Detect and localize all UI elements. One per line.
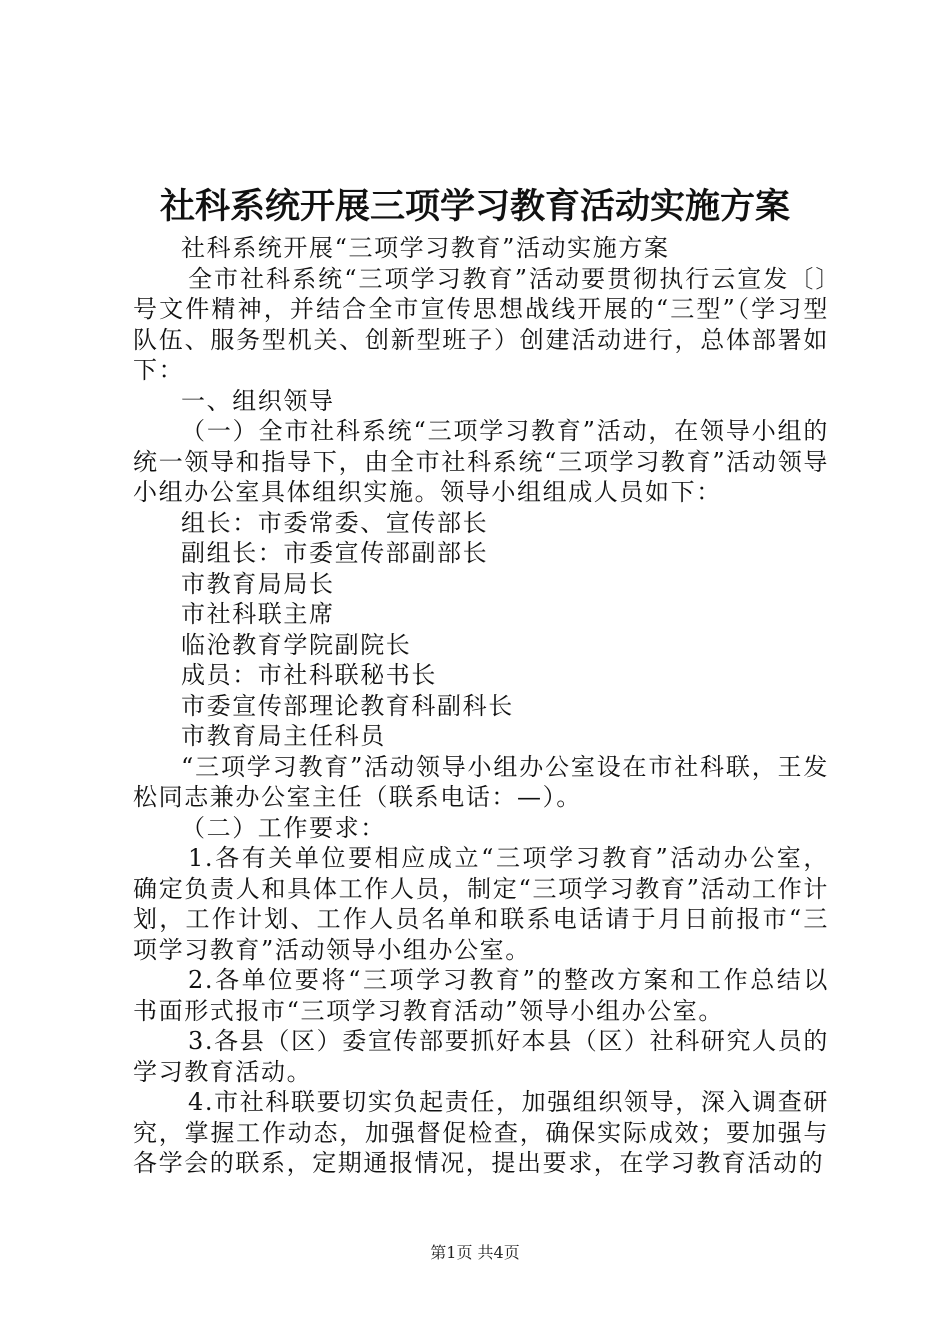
document-title: 社科系统开展三项学习教育活动实施方案 <box>159 186 790 227</box>
intro-paragraph: 全市社科系统“三项学习教育”活动要贯彻执行云宣发〔〕号文件精神，并结合全市宣传思想战线开展的“三型”（学习型队伍、服务型机关、创新型班子）创建活动进行，总体部署如下： <box>133 264 829 384</box>
member-line: 组长：市委常委、宣传部长 <box>181 508 489 537</box>
section-heading-organization: 一、组织领导 <box>181 386 335 415</box>
requirement-item-3: 3.各县（区）委宣传部要抓好本县（区）社科研究人员的学习教育活动。 <box>133 1027 829 1086</box>
section-heading-requirements: （二）工作要求： <box>181 813 386 842</box>
requirement-item-1: 1.各有关单位要相应成立“三项学习教育”活动办公室，确定负责人和具体工作人员，制定“三项学习教育”活动工作计划，工作计划、工作人员名单和联系电话请于月日前报市“三项学习教育”活动领导小组办公室。 <box>133 844 829 964</box>
member-line: 市社科联主席 <box>181 600 335 628</box>
paragraph-office: “三项学习教育”活动领导小组办公室设在市社科联，王发松同志兼办公室主任（联系电话：—）。 <box>133 752 829 811</box>
requirement-item-2: 2.各单位要将“三项学习教育”的整改方案和工作总结以书面形式报市“三项学习教育活动”领导小组办公室。 <box>133 966 829 1025</box>
page-footer: 第1页 共4页 <box>430 1243 520 1262</box>
member-line: 副组长：市委宣传部副部长 <box>181 539 489 567</box>
requirement-item-4: 4.市社科联要切实负起责任，加强组织领导，深入调查研究，掌握工作动态，加强督促检查，确保实际成效；要加强与各学会的联系，定期通报情况，提出要求，在学习教育活动的 <box>133 1088 829 1177</box>
member-line: 市教育局局长 <box>181 569 335 598</box>
member-line: 临沧教育学院副院长 <box>181 630 412 659</box>
document-body <box>133 233 829 1179</box>
member-line: 市委宣传部理论教育科副科长 <box>181 691 514 720</box>
member-line: 市教育局主任科员 <box>181 722 386 750</box>
subtitle-paragraph: 社科系统开展“三项学习教育”活动实施方案 <box>181 234 670 262</box>
paragraph-leadership: （一）全市社科系统“三项学习教育”活动，在领导小组的统一领导和指导下，由全市社科系统“三项学习教育”活动领导小组办公室具体组织实施。领导小组组成人员如下： <box>133 417 829 506</box>
member-line: 成员：市社科联秘书长 <box>181 661 437 689</box>
